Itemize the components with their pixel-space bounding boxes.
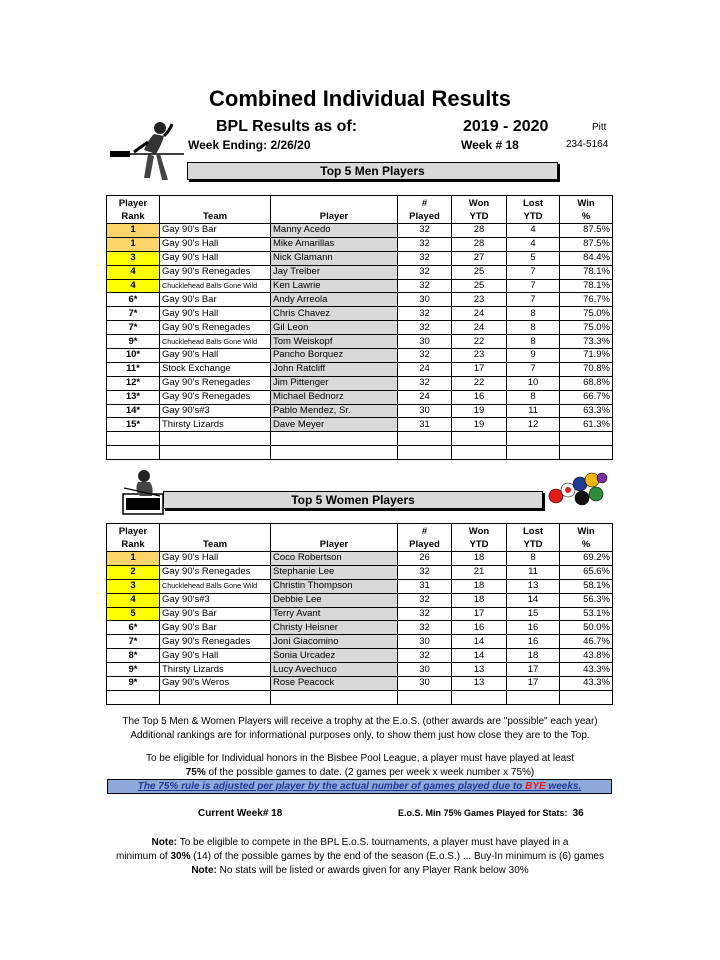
games-won: 25 [452, 279, 507, 293]
empty-cell [560, 432, 613, 446]
win-percent: 84.4% [560, 251, 613, 265]
win-percent: 50.0% [560, 621, 613, 635]
games-played: 30 [398, 404, 452, 418]
player-rank: 6* [107, 621, 160, 635]
games-won: 24 [452, 307, 507, 321]
games-lost: 13 [507, 579, 560, 593]
games-played: 32 [398, 607, 452, 621]
player-name: Debbie Lee [271, 593, 398, 607]
player-name: Manny Acedo [271, 224, 398, 238]
games-won: 28 [452, 237, 507, 251]
games-won: 18 [452, 593, 507, 607]
games-won: 13 [452, 677, 507, 691]
win-percent: 76.7% [560, 293, 613, 307]
empty-cell [271, 446, 398, 460]
col-player-header: Player [271, 538, 398, 552]
win-percent: 87.5% [560, 237, 613, 251]
table-row [107, 565, 613, 579]
eligibility-line1: To be eligible for Individual honors in the Bisbee Pool League, a player must have played at least [145, 753, 575, 764]
player-rank: 7* [107, 635, 160, 649]
note-line1: To be eligible to compete in the BPL E.o.S. tournaments, a player must have played in a [177, 837, 569, 848]
games-lost: 4 [507, 224, 560, 238]
games-lost: 8 [507, 321, 560, 335]
table-row [107, 621, 613, 635]
win-percent: 66.7% [560, 390, 613, 404]
team-name: Gay 90's Hall [160, 237, 271, 251]
table-row [107, 418, 613, 432]
games-lost: 16 [507, 635, 560, 649]
games-played: 32 [398, 565, 452, 579]
current-week-label: Current Week# 18 [198, 808, 283, 819]
rule-text-a: The 75% rule is adjusted per player by the actual number of games played due to [137, 781, 526, 792]
col-lost-header-2: YTD [507, 538, 560, 552]
player-name: Andy Arreola [271, 293, 398, 307]
season-label: 2019 - 2020 [463, 118, 549, 135]
win-percent: 73.3% [560, 335, 613, 349]
games-lost: 18 [507, 649, 560, 663]
men-table-body [107, 224, 613, 460]
games-won: 14 [452, 635, 507, 649]
games-won: 19 [452, 404, 507, 418]
eos-min-value: 36 [572, 808, 584, 819]
empty-cell [271, 690, 398, 704]
games-played: 30 [398, 677, 452, 691]
player-name: Joni Giacomino [271, 635, 398, 649]
player-rank: 12* [107, 376, 160, 390]
tournament-note [0, 836, 720, 878]
games-lost: 8 [507, 335, 560, 349]
games-lost: 8 [507, 307, 560, 321]
win-percent: 75.0% [560, 321, 613, 335]
player-name: Chris Chavez [271, 307, 398, 321]
col-rank-header: Player [107, 524, 160, 538]
games-won: 17 [452, 607, 507, 621]
player-name: Jay Treiber [271, 265, 398, 279]
team-name: Gay 90's Renegades [160, 376, 271, 390]
rule-bye: BYE [525, 781, 546, 792]
table-row [107, 552, 613, 566]
player-rank: 3 [107, 251, 160, 265]
col-win-header: Win [560, 196, 613, 210]
table-row [107, 376, 613, 390]
games-won: 28 [452, 224, 507, 238]
empty-cell [271, 432, 398, 446]
team-name: Gay 90's Renegades [160, 635, 271, 649]
rule-75-bar [107, 779, 612, 794]
win-percent: 43.8% [560, 649, 613, 663]
player-rank: 5 [107, 607, 160, 621]
billiard-balls-icon [546, 468, 608, 508]
eos-min-label: E.o.S. Min 75% Games Played for Stats: [398, 808, 568, 818]
player-rank: 4 [107, 593, 160, 607]
men-section-title: Top 5 Men Players [187, 162, 558, 180]
games-lost: 11 [507, 565, 560, 579]
table-row [107, 593, 613, 607]
player-name: Mike Amarillas [271, 237, 398, 251]
player-rank: 7* [107, 321, 160, 335]
games-played: 32 [398, 307, 452, 321]
win-percent: 46.7% [560, 635, 613, 649]
col-player-header: Player [271, 210, 398, 224]
trophy-note [0, 715, 720, 743]
empty-cell [107, 432, 160, 446]
games-played: 26 [398, 552, 452, 566]
games-played: 32 [398, 237, 452, 251]
note-line3: No stats will be listed or awards given for any Player Rank below 30% [216, 865, 529, 876]
games-lost: 5 [507, 251, 560, 265]
table-row [107, 579, 613, 593]
table-row [107, 237, 613, 251]
games-won: 17 [452, 362, 507, 376]
eligibility-percent: 75% [185, 767, 206, 778]
win-percent: 71.9% [560, 349, 613, 363]
games-lost: 4 [507, 237, 560, 251]
player-rank: 1 [107, 224, 160, 238]
player-name: Lucy Avechuco [271, 663, 398, 677]
col-win-header: Win [560, 524, 613, 538]
player-name: Coco Robertson [271, 552, 398, 566]
table-row [107, 224, 613, 238]
player-name: Pablo Mendez, Sr. [271, 404, 398, 418]
games-won: 22 [452, 376, 507, 390]
empty-cell [560, 690, 613, 704]
player-name: Nick Glamann [271, 251, 398, 265]
player-rank: 11* [107, 362, 160, 376]
win-percent: 43.3% [560, 677, 613, 691]
empty-cell [507, 446, 560, 460]
empty-cell [507, 432, 560, 446]
empty-cell [398, 432, 452, 446]
team-name: Gay 90's Bar [160, 224, 271, 238]
games-lost: 7 [507, 279, 560, 293]
win-percent: 87.5% [560, 224, 613, 238]
eligibility-line2: of the possible games to date. (2 games per week x week number x 75%) [205, 767, 535, 778]
player-name: Christin Thompson [271, 579, 398, 593]
games-won: 21 [452, 565, 507, 579]
empty-cell [160, 432, 271, 446]
win-percent: 65.6% [560, 565, 613, 579]
player-name: Jim Pittenger [271, 376, 398, 390]
games-won: 25 [452, 265, 507, 279]
games-lost: 12 [507, 418, 560, 432]
empty-cell [398, 690, 452, 704]
team-name: Chucklehead Balls Gone Wild [160, 279, 271, 293]
col-rank-header: Player [107, 196, 160, 210]
table-row [107, 265, 613, 279]
win-percent: 61.3% [560, 418, 613, 432]
col-lost-header: Lost [507, 524, 560, 538]
games-lost: 17 [507, 663, 560, 677]
team-name: Gay 90's Bar [160, 293, 271, 307]
games-played: 32 [398, 321, 452, 335]
player-rank: 7* [107, 307, 160, 321]
table-row [107, 649, 613, 663]
note-line2-bold: 30% [170, 851, 191, 862]
games-lost: 9 [507, 349, 560, 363]
games-won: 24 [452, 321, 507, 335]
team-name: Gay 90's Hall [160, 349, 271, 363]
team-name: Gay 90's Renegades [160, 265, 271, 279]
table-row [107, 307, 613, 321]
games-won: 27 [452, 251, 507, 265]
team-name: Gay 90's Hall [160, 649, 271, 663]
games-won: 18 [452, 552, 507, 566]
games-played: 30 [398, 635, 452, 649]
win-percent: 78.1% [560, 265, 613, 279]
empty-row [107, 432, 613, 446]
team-name: Thirsty Lizards [160, 418, 271, 432]
games-won: 16 [452, 621, 507, 635]
col-played-header-2: Played [398, 538, 452, 552]
games-lost: 8 [507, 390, 560, 404]
win-percent: 78.1% [560, 279, 613, 293]
player-name: Tom Weiskopf [271, 335, 398, 349]
table-row [107, 635, 613, 649]
rule-text-b: weeks. [545, 781, 582, 792]
team-name: Gay 90's Hall [160, 251, 271, 265]
player-rank: 15* [107, 418, 160, 432]
results-as-of-label: BPL Results as of: [216, 118, 358, 135]
player-rank: 9* [107, 677, 160, 691]
trophy-note-line1: The Top 5 Men & Women Players will receive a trophy at the E.o.S. (other awards are "possible" each year) [122, 716, 598, 727]
team-name: Gay 90's Hall [160, 552, 271, 566]
table-row [107, 677, 613, 691]
team-name: Gay 90's#3 [160, 404, 271, 418]
col-won-header-2: YTD [452, 538, 507, 552]
table-row [107, 663, 613, 677]
games-played: 32 [398, 649, 452, 663]
games-won: 23 [452, 349, 507, 363]
empty-cell [107, 690, 160, 704]
player-rank: 2 [107, 565, 160, 579]
player-rank: 9* [107, 335, 160, 349]
player-name: Sonia Urcadez [271, 649, 398, 663]
games-played: 32 [398, 376, 452, 390]
col-won-header-2: YTD [452, 210, 507, 224]
player-rank: 10* [107, 349, 160, 363]
table-row [107, 279, 613, 293]
win-percent: 68.8% [560, 376, 613, 390]
games-won: 18 [452, 579, 507, 593]
table-row [107, 349, 613, 363]
games-played: 32 [398, 621, 452, 635]
empty-cell [160, 446, 271, 460]
col-won-header: Won [452, 524, 507, 538]
week-ending-label: Week Ending: 2/26/20 [188, 138, 311, 152]
player-name: Michael Bednorz [271, 390, 398, 404]
games-lost: 8 [507, 552, 560, 566]
col-win-header-2: % [560, 210, 613, 224]
games-lost: 7 [507, 362, 560, 376]
empty-cell [160, 690, 271, 704]
games-played: 32 [398, 593, 452, 607]
table-row [107, 362, 613, 376]
team-name: Chucklehead Balls Gone Wild [160, 335, 271, 349]
pool-player-icon [108, 118, 186, 188]
trophy-note-line2: Additional rankings are for informational purposes only, to show them just how close they are to the Top. [130, 730, 590, 741]
win-percent: 75.0% [560, 307, 613, 321]
empty-cell [452, 690, 507, 704]
games-played: 31 [398, 418, 452, 432]
games-lost: 14 [507, 593, 560, 607]
men-results-table [106, 195, 613, 460]
contact-phone: 234-5164 [566, 139, 609, 150]
player-rank: 13* [107, 390, 160, 404]
col-played-header: # [398, 524, 452, 538]
col-lost-header: Lost [507, 196, 560, 210]
games-played: 31 [398, 579, 452, 593]
games-played: 24 [398, 390, 452, 404]
player-rank: 8* [107, 649, 160, 663]
empty-cell [107, 446, 160, 460]
note-line2-a: minimum of [116, 851, 171, 862]
team-name: Gay 90's Renegades [160, 321, 271, 335]
games-played: 32 [398, 251, 452, 265]
col-rank-header-2: Rank [107, 210, 160, 224]
player-rank: 6* [107, 293, 160, 307]
team-name: Chucklehead Balls Gone Wild [160, 579, 271, 593]
win-percent: 53.1% [560, 607, 613, 621]
document-title: Combined Individual Results [209, 86, 511, 111]
player-name: Ken Lawrie [271, 279, 398, 293]
col-rank-header-2: Rank [107, 538, 160, 552]
player-rank: 1 [107, 552, 160, 566]
win-percent: 70.8% [560, 362, 613, 376]
player-rank: 4 [107, 279, 160, 293]
player-rank: 14* [107, 404, 160, 418]
games-played: 30 [398, 335, 452, 349]
woman-pool-player-icon [122, 468, 164, 518]
team-name: Stock Exchange [160, 362, 271, 376]
games-played: 32 [398, 265, 452, 279]
games-won: 13 [452, 663, 507, 677]
team-name: Gay 90's Bar [160, 607, 271, 621]
player-name: Dave Meyer [271, 418, 398, 432]
player-name: Christy Heisner [271, 621, 398, 635]
note-line2-b: (14) of the possible games by the end of the season (E.o.S.) ... Buy-In minimum is (6) games [190, 851, 604, 862]
week-number-label: Week # 18 [461, 138, 519, 152]
table-row [107, 335, 613, 349]
player-rank: 4 [107, 265, 160, 279]
games-won: 16 [452, 390, 507, 404]
col-lost-header-2: YTD [507, 210, 560, 224]
player-rank: 3 [107, 579, 160, 593]
eligibility-note [0, 752, 720, 780]
win-percent: 69.2% [560, 552, 613, 566]
empty-cell [452, 446, 507, 460]
player-name: John Ratcliff [271, 362, 398, 376]
team-name: Gay 90's Renegades [160, 390, 271, 404]
games-played: 32 [398, 224, 452, 238]
contact-name: Pitt [592, 122, 607, 133]
games-played: 30 [398, 293, 452, 307]
games-played: 30 [398, 663, 452, 677]
empty-cell [398, 446, 452, 460]
table-row [107, 251, 613, 265]
empty-cell [452, 432, 507, 446]
games-won: 23 [452, 293, 507, 307]
women-table-body [107, 552, 613, 705]
games-won: 14 [452, 649, 507, 663]
player-name: Stephanie Lee [271, 565, 398, 579]
games-lost: 11 [507, 404, 560, 418]
games-played: 32 [398, 279, 452, 293]
player-rank: 1 [107, 237, 160, 251]
team-name: Gay 90's Weros [160, 677, 271, 691]
empty-row [107, 690, 613, 704]
player-name: Terry Avant [271, 607, 398, 621]
games-won: 19 [452, 418, 507, 432]
note-label: Note: [151, 837, 178, 848]
table-row [107, 293, 613, 307]
games-won: 22 [452, 335, 507, 349]
eos-min-games [398, 808, 584, 819]
games-played: 32 [398, 349, 452, 363]
women-section-title: Top 5 Women Players [163, 491, 543, 509]
win-percent: 56.3% [560, 593, 613, 607]
player-name: Gil Leon [271, 321, 398, 335]
win-percent: 63.3% [560, 404, 613, 418]
games-lost: 7 [507, 293, 560, 307]
games-lost: 10 [507, 376, 560, 390]
note-label-2: Note: [191, 865, 217, 876]
win-percent: 58.1% [560, 579, 613, 593]
table-row [107, 404, 613, 418]
col-played-header-2: Played [398, 210, 452, 224]
col-played-header: # [398, 196, 452, 210]
games-lost: 16 [507, 621, 560, 635]
col-team-header: Team [160, 210, 271, 224]
player-name: Pancho Borquez [271, 349, 398, 363]
win-percent: 43.3% [560, 663, 613, 677]
table-row [107, 321, 613, 335]
empty-row [107, 446, 613, 460]
col-team-header: Team [160, 538, 271, 552]
player-rank: 9* [107, 663, 160, 677]
team-name: Gay 90's#3 [160, 593, 271, 607]
team-name: Gay 90's Renegades [160, 565, 271, 579]
team-name: Gay 90's Bar [160, 621, 271, 635]
games-lost: 17 [507, 677, 560, 691]
women-results-table [106, 523, 613, 705]
games-played: 24 [398, 362, 452, 376]
empty-cell [507, 690, 560, 704]
table-row [107, 390, 613, 404]
col-win-header-2: % [560, 538, 613, 552]
games-lost: 7 [507, 265, 560, 279]
games-lost: 15 [507, 607, 560, 621]
table-row [107, 607, 613, 621]
player-name: Rose Peacock [271, 677, 398, 691]
team-name: Gay 90's Hall [160, 307, 271, 321]
col-won-header: Won [452, 196, 507, 210]
empty-cell [560, 446, 613, 460]
team-name: Thirsty Lizards [160, 663, 271, 677]
